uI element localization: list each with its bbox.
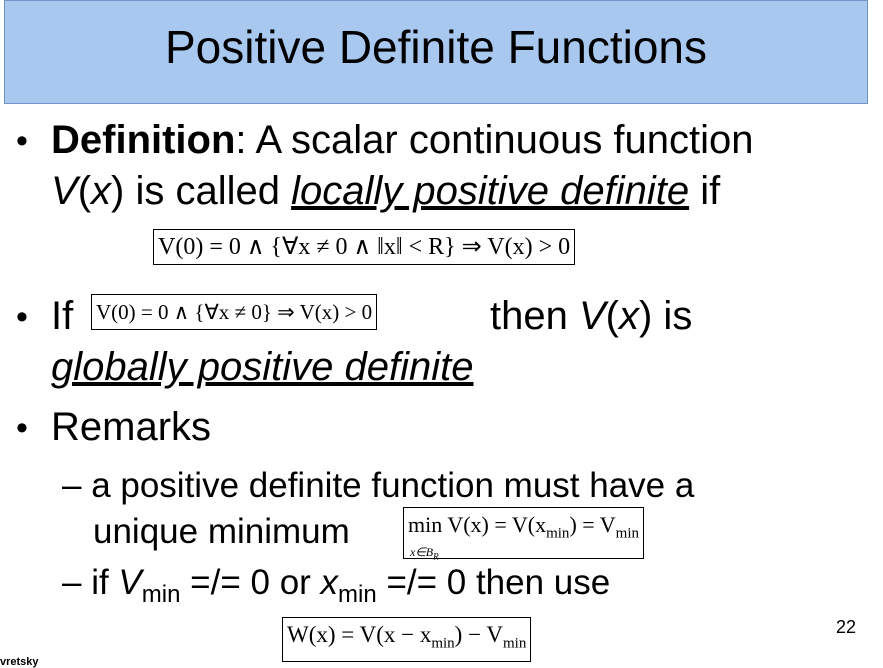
sub-min: min (141, 581, 181, 608)
min-under-sub: R (433, 551, 439, 562)
min-eq-sub2: min (615, 525, 640, 542)
definition-if: if (689, 169, 721, 213)
min-eq-sub: min (546, 525, 570, 542)
var-v: V (118, 563, 142, 602)
global-if: If (51, 294, 74, 338)
global-line-2 (51, 344, 473, 390)
min-under-text: x∈B (410, 545, 434, 559)
slide-title: Positive Definite Functions (164, 21, 708, 73)
var-x: x (91, 169, 112, 213)
title-bar (4, 0, 868, 104)
page-number: 22 (836, 617, 857, 637)
w-eq-b: ) − V (454, 622, 503, 647)
globally-pd-term: globally positive definite (51, 345, 474, 389)
bullet-icon: • (16, 298, 28, 336)
var-v: V (51, 169, 78, 213)
global-is: is (652, 294, 693, 338)
global-then: then (490, 294, 579, 338)
var-v: V (578, 294, 606, 338)
global-pd-equation: V(0) = 0 ∧ {∀x ≠ 0} ⇒ V(x) > 0 (91, 294, 377, 330)
min-eq-mid: ) = V (569, 512, 616, 537)
sub-min: min (338, 581, 377, 608)
w-eq-sub: min (431, 635, 455, 652)
var-x: x (618, 294, 639, 338)
w-equation (282, 617, 531, 662)
definition-line-1 (51, 117, 754, 163)
remark-2-prefix: – if (62, 563, 119, 602)
global-line-1-end: then V(x) is (490, 294, 693, 338)
footer-author: vretsky (0, 656, 39, 668)
definition-term: Definition (51, 118, 236, 162)
local-pd-equation: V(0) = 0 ∧ {∀x ≠ 0 ∧ ‖x‖ < R} ⇒ V(x) > 0 (153, 229, 575, 265)
remark-2-line (62, 560, 610, 618)
bullet-icon: • (16, 122, 28, 160)
var-x: x (320, 563, 339, 602)
remark-1-line-1: – a positive definite function must have a (62, 466, 695, 505)
remark-2-mid: =/= 0 or (180, 563, 321, 602)
locally-pd-term: locally positive definite (291, 169, 690, 213)
definition-text: : A scalar continuous function (235, 118, 754, 162)
remark-1-line-2: unique minimum (93, 512, 350, 551)
w-eq-sub2: min (503, 635, 527, 652)
w-eq-a: W(x) = V(x − x (287, 622, 432, 647)
remark-2-end: =/= 0 then use (376, 563, 611, 602)
min-eq-main: min V(x) = V(x (408, 512, 547, 537)
minimum-equation (403, 507, 644, 562)
remarks-label: Remarks (51, 405, 212, 449)
definition-line-2: V(x) is called locally positive definite if (51, 169, 721, 213)
bullet-icon: • (16, 409, 28, 447)
definition-text-2: is called (124, 169, 292, 213)
